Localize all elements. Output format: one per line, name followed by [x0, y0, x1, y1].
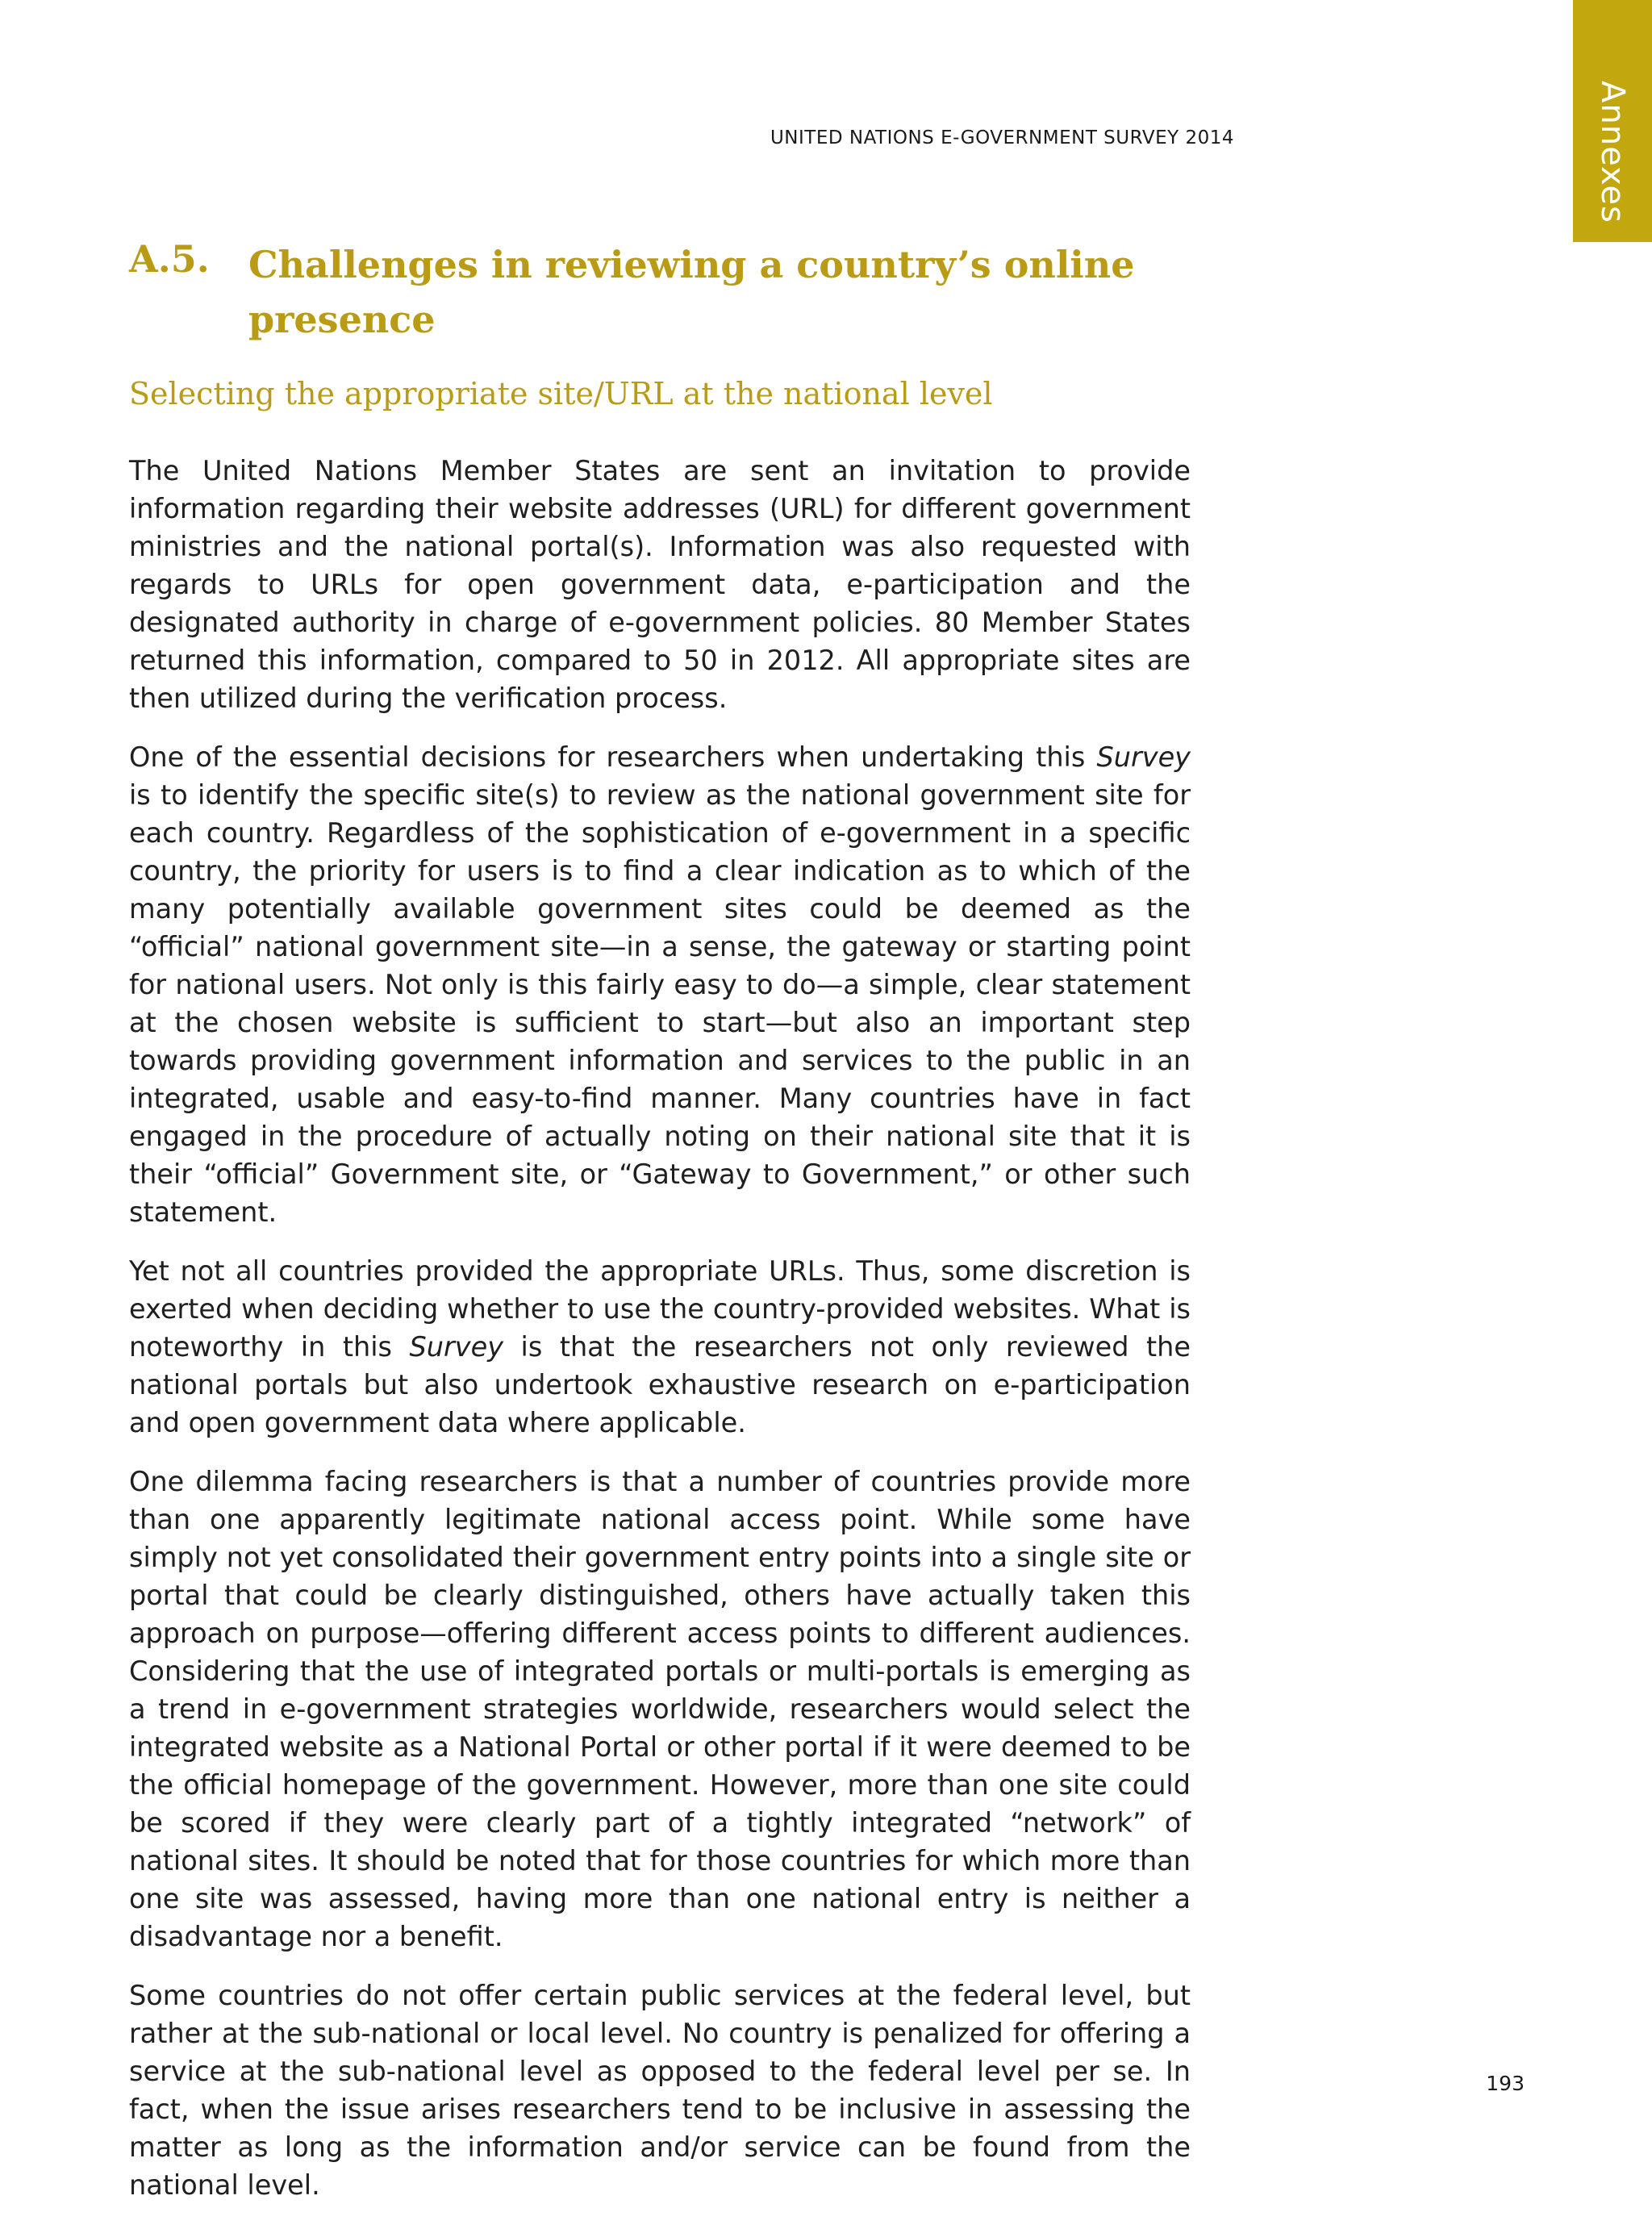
- paragraph-2: [129, 738, 1191, 1231]
- paragraph-2-part-1: One of the essential decisions for researchers when undertaking this: [129, 741, 1097, 773]
- running-header: UNITED NATIONS E-GOVERNMENT SURVEY 2014: [770, 127, 1234, 148]
- section-title: Challenges in reviewing a country’s online presence: [248, 243, 1135, 341]
- paragraph-3: [129, 1252, 1191, 1442]
- page-number: 193: [1486, 2072, 1525, 2095]
- paragraph-5: Some countries do not offer certain public services at the federal level, but rather at the sub-national or local level. No country is penalized for offering a service at the sub-national level as opposed to the federal level per se. In fact, when the issue arises researchers tend to be inclusive in assessing the matter as long as the information and/or service can be found from the national level.: [129, 1980, 1191, 2201]
- section-number: A.5.: [129, 237, 210, 281]
- annexes-side-tab-label-wrap[interactable]: [1575, 81, 1650, 226]
- paragraph-2-part-2: is to identify the specific site(s) to review as the national government site for each country. Regardless of the sophistication of e-government in a specific country, the priority for users is to find a clear indication as to which of the many potentially available government sites could be deemed as the “official” national government site—in a sense, the gateway or starting point for national users. Not only is this fairly easy to do—a simple, clear statement at the chosen website is sufficient to start—but also an important step towards providing government information and services to the public in an integrated, usable and easy-to-find manner. Many countries have in fact engaged in the procedure of actually noting on their national site that it is their “official” Government site, or “Gateway to Government,” or other such statement.: [129, 779, 1191, 1228]
- paragraph-3-emphasis: Survey: [409, 1331, 504, 1363]
- paragraph-3-part-1: Yet not all countries provided the appropriate URLs. Thus, some discretion is exerted when deciding whether to use the country-provided websites. What is noteworthy in this: [129, 1255, 1191, 1363]
- body-text: [129, 452, 1191, 2225]
- paragraph-2-emphasis: Survey: [1096, 741, 1191, 773]
- annexes-side-tab-label[interactable]: Annexes: [1594, 81, 1631, 223]
- paragraph-1: The United Nations Member States are sent an invitation to provide information regarding their website addresses (URL) for different government ministries and the national portal(s). Information was also requested with regards to URLs for open government data, e-participation and the designated authority in charge of e-government policies. 80 Member States returned this information, compared to 50 in 2012. All appropriate sites are then utilized during the verification process.: [129, 455, 1191, 714]
- paragraph-3-part-2: is that the researchers not only reviewed the national portals but also undertook exhaustive research on e-participation and open government data where applicable.: [129, 1331, 1191, 1438]
- paragraph-4: One dilemma facing researchers is that a number of countries provide more than one apparently legitimate national access point. While some have simply not yet consolidated their government entry points into a single site or portal that could be clearly distinguished, others have actually taken this approach on purpose—offering different access points to different audiences. Considering that the use of integrated portals or multi-portals is emerging as a trend in e-government strategies worldwide, researchers would select the integrated website as a National Portal or other portal if it were deemed to be the official homepage of the government. However, more than one site could be scored if they were clearly part of a tightly integrated “network” of national sites. It should be noted that for those countries for which more than one site was assessed, having more than one national entry is neither a disadvantage nor a benefit.: [129, 1466, 1191, 1952]
- section-subheading: Selecting the appropriate site/URL at the national level: [129, 376, 993, 411]
